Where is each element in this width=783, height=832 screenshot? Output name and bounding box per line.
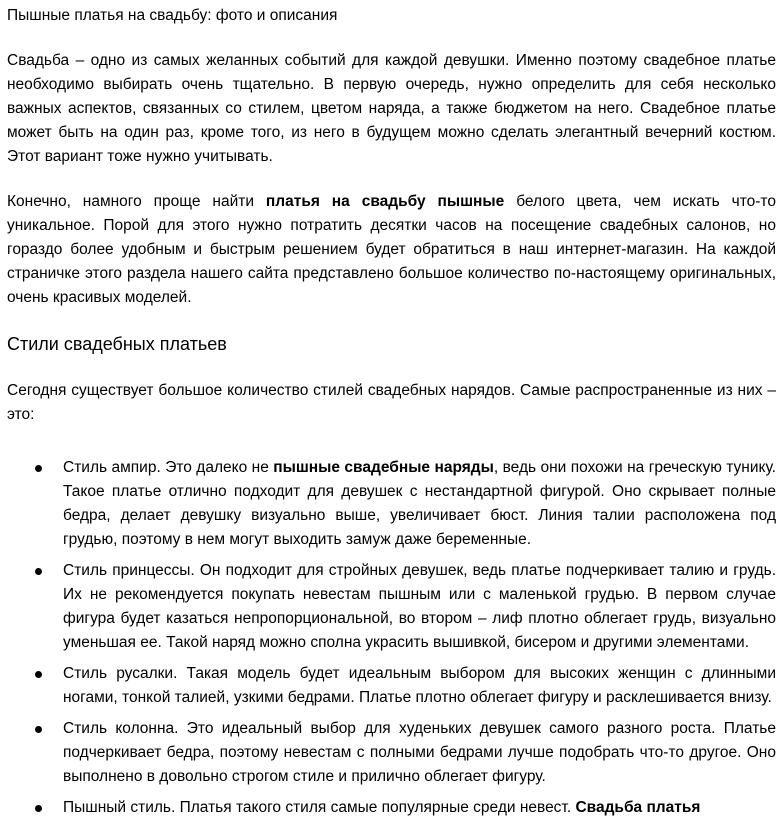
paragraph-shop [7,190,776,310]
paragraph-shop-text-after: белого цвета, чем искать что-то уникальное. Порой для этого нужно потратить десятки часов на посещение свадебных салонов, но гораздо более удобным и быстрым решением будет обратиться в наш интернет-магазин. На каждой страничке этого раздела нашего сайта представлено большое количество по-настоящему оригинальных, очень красивых моделей. [7,193,776,306]
paragraph-shop-text-before: Конечно, намного проще найти [7,193,266,210]
list-item-text-before: Стиль ампир. Это далеко не [63,459,274,476]
list-item [7,456,776,552]
styles-list [7,456,776,820]
list-item-text-before: Стиль колонна. Это идеальный выбор для худеньких девушек самого разного роста. Платье подчеркивает бедра, поэтому невестам с полными бедрами лучше подобрать что-то другое. Оно выполнено в довольно строгом стиле и прилично облегает фигуру. [63,720,776,785]
bullet-icon [35,671,42,678]
bullet-icon [35,805,42,812]
paragraph-intro: Свадьба – одно из самых желанных событий для каждой девушки. Именно поэтому свадебное платье необходимо выбирать очень тщательно. В первую очередь, нужно определить для себя несколько важных аспектов, связанных со стилем, цветом наряда, а также бюджетом на него. Свадебное платье может быть на один раз, кроме того, из него в будущем можно сделать элегантный вечерний костюм. Этот вариант тоже нужно учитывать. [7,52,776,165]
list-item-text-after: , ведь они похожи на греческую тунику. Такое платье отлично подходит для девушек с нестандартной фигурой. Оно скрывает полные бедра, делает девушку визуально выше, увеличивает бюст. Линия талии расположена под грудью, поэтому в нем могут выходить замуж даже беременные. [63,459,776,548]
bullet-icon [35,568,42,575]
list-item [7,662,776,710]
paragraph-styles-intro: Сегодня существует большое количество стилей свадебных нарядов. Самые распространенные из них – это: [7,382,776,423]
list-item-text-before: Стиль русалки. Такая модель будет идеальным выбором для высоких женщин с длинными ногами, тонкой талией, узкими бедрами. Платье плотно облегает фигуру и расклешивается внизу. [63,665,776,706]
list-item-text-before: Стиль принцессы. Он подходит для стройных девушек, ведь платье подчеркивает талию и грудь. Их не рекомендуется покупать невестам пышным или с маленькой грудью. В первом случае фигура будет казаться непропорциональной, во втором – лиф плотно облегает грудь, визуально уменьшая ее. Такой наряд можно сполна украсить вышивкой, бисером и другими элементами. [63,562,776,651]
bullet-icon [35,465,42,472]
list-item-bold: пышные свадебные наряды [273,459,494,476]
keyword-link: платья на свадьбу пышные [265,193,505,210]
list-item [7,796,776,820]
list-item-bold: Свадьба платья [575,799,701,816]
list-item [7,559,776,655]
list-item-text-before: Пышный стиль. Платья такого стиля самые популярные среди невест. [63,799,576,816]
section-heading: Стили свадебных платьев [7,334,227,354]
bullet-icon [35,726,42,733]
list-item [7,717,776,789]
document-title: Пышные платья на свадьбу: фото и описания [7,7,338,24]
